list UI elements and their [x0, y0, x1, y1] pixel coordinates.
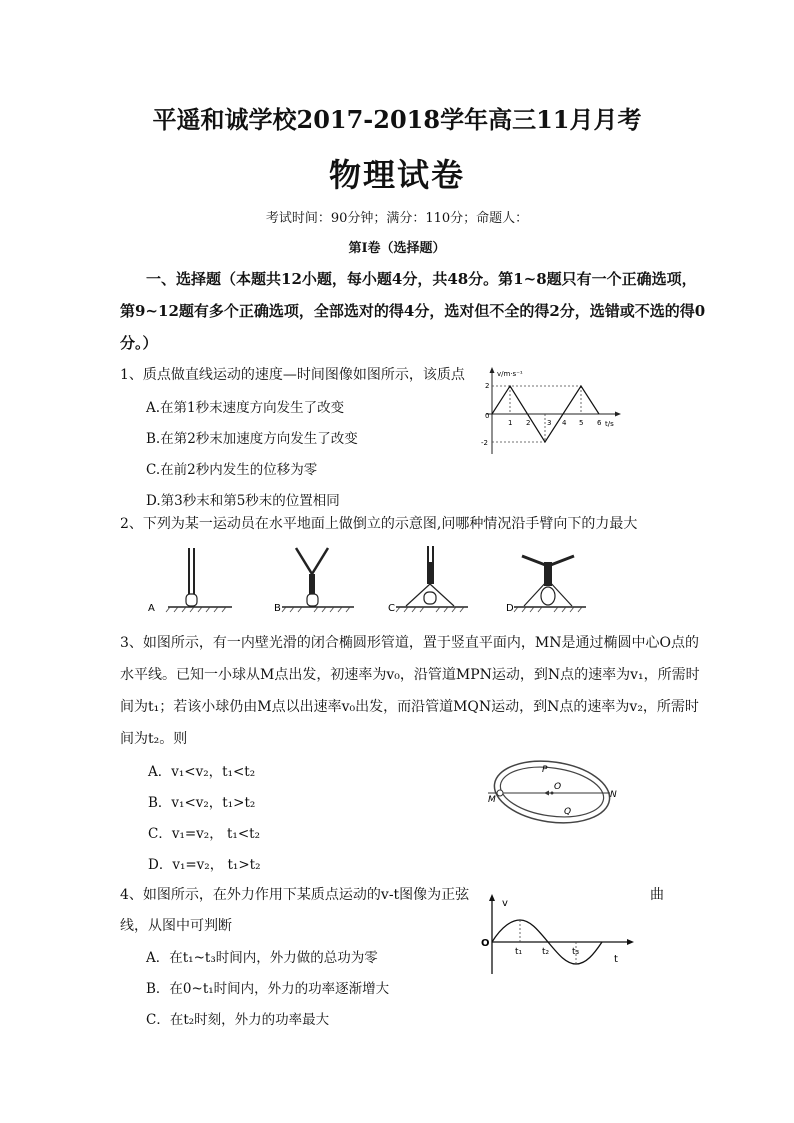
q1-vt-graph — [478, 364, 628, 459]
q3-option-d: D．v₁=v₂， t₁>t₂ — [148, 857, 261, 873]
exam-title: 平遥和诚学校2017-2018学年高三11月月考 — [152, 105, 642, 134]
q4-xtick-t2: t₂ — [542, 947, 550, 957]
q2-label-d: D — [506, 603, 514, 614]
q2-figure-a — [166, 548, 232, 612]
subject-title: 物理试卷 — [328, 156, 465, 194]
q3-label-n: N — [610, 790, 617, 800]
q4-y-label: v — [502, 898, 508, 909]
q1-option-a: A.在第1秒末速度方向发生了改变 — [146, 400, 345, 416]
q3-option-b: B．v₁<v₂，t₁>t₂ — [148, 795, 256, 811]
q4-stem-line-1: 4、如图所示，在外力作用下某质点运动的v-t图像为正弦 — [120, 887, 470, 903]
q1-option-b: B.在第2秒末加速度方向发生了改变 — [146, 431, 358, 447]
section-instruction-line-2: 第9~12题有多个正确选项，全部选对的得4分，选对但不全的得2分，选错或不选的得0 — [120, 302, 706, 320]
volume-title: 第I卷（选择题） — [348, 241, 446, 256]
q3-stem-line-4: 间为t₂。则 — [120, 731, 188, 747]
q1-option-d: D.第3秒末和第5秒末的位置相同 — [146, 493, 340, 509]
q1-y-label: v/m·s⁻¹ — [497, 370, 523, 378]
q2-label-c: C — [388, 603, 395, 614]
q4-stem-line-2: 线，从图中可判断 — [120, 918, 232, 934]
q3-ellipse-tube — [486, 752, 626, 832]
q3-option-c: C．v₁=v₂， t₁<t₂ — [148, 826, 260, 842]
q3-label-m: M — [488, 795, 496, 805]
q2-figure-c — [396, 546, 468, 612]
q1-option-c: C.在前2秒内发生的位移为零 — [146, 462, 318, 478]
q4-sine-graph — [478, 892, 638, 978]
q1-stem: 1、质点做直线运动的速度—时间图像如图所示，该质点 — [120, 367, 465, 383]
section-instruction-line-3: 分。） — [120, 334, 158, 352]
q3-stem-line-1: 3、如图所示，有一内壁光滑的闭合椭圆形管道，置于竖直平面内，MN是通过椭圆中心O点的 — [120, 635, 699, 651]
q1-ytick-neg2: -2 — [481, 439, 488, 447]
q1-xtick: 3 — [547, 419, 552, 427]
q3-stem-line-3: 间为t₁；若该小球仍由M点以出速率v₀出发，而沿管道MQN运动，到N点的速率为v₂，所需时 — [120, 699, 699, 715]
q1-ytick-2: 2 — [485, 382, 490, 390]
q1-xtick: 2 — [526, 419, 531, 427]
q3-option-a: A．v₁<v₂，t₁<t₂ — [148, 764, 256, 780]
exam-meta: 考试时间：90分钟；满分：110分；命题人： — [265, 211, 529, 226]
q1-xtick: 1 — [508, 419, 513, 427]
q4-xtick-t1: t₁ — [515, 947, 523, 957]
q3-label-p: P — [542, 765, 548, 775]
q1-origin-label: 0 — [485, 412, 490, 420]
q1-xtick: 4 — [562, 419, 567, 427]
q1-x-label: t/s — [605, 420, 614, 428]
q3-stem-line-2: 水平线。已知一小球从M点出发，初速率为v₀，沿管道MPN运动，到N点的速率为v₁，所需时 — [120, 667, 700, 683]
q4-xtick-t3: t₃ — [572, 947, 580, 957]
q2-label-b: B — [274, 603, 281, 614]
q2-figure-d — [514, 556, 586, 612]
q1-xtick: 5 — [579, 419, 584, 427]
q4-x-label: t — [614, 954, 618, 965]
q2-figure-b — [282, 548, 354, 612]
q4-origin-label: O — [481, 938, 490, 949]
q3-label-q: Q — [564, 807, 572, 817]
q4-option-b: B．在0~t₁时间内，外力的功率逐渐增大 — [146, 981, 390, 997]
q2-label-a: A — [148, 603, 155, 614]
q4-option-a: A．在t₁~t₃时间内，外力做的总功为零 — [146, 950, 378, 966]
q4-stem-end: 曲 — [650, 887, 664, 903]
section-instruction-line-1: 一、选择题（本题共12小题，每小题4分，共48分。第1~8题只有一个正确选项， — [146, 270, 697, 288]
q2-stem: 2、下列为某一运动员在水平地面上做倒立的示意图,问哪种情况沿手臂向下的力最大 — [120, 516, 638, 532]
q1-xtick: 6 — [597, 419, 602, 427]
q2-handstand-figures — [140, 540, 610, 620]
q4-option-c: C．在t₂时刻，外力的功率最大 — [146, 1012, 330, 1028]
q3-label-o: O — [554, 782, 562, 792]
